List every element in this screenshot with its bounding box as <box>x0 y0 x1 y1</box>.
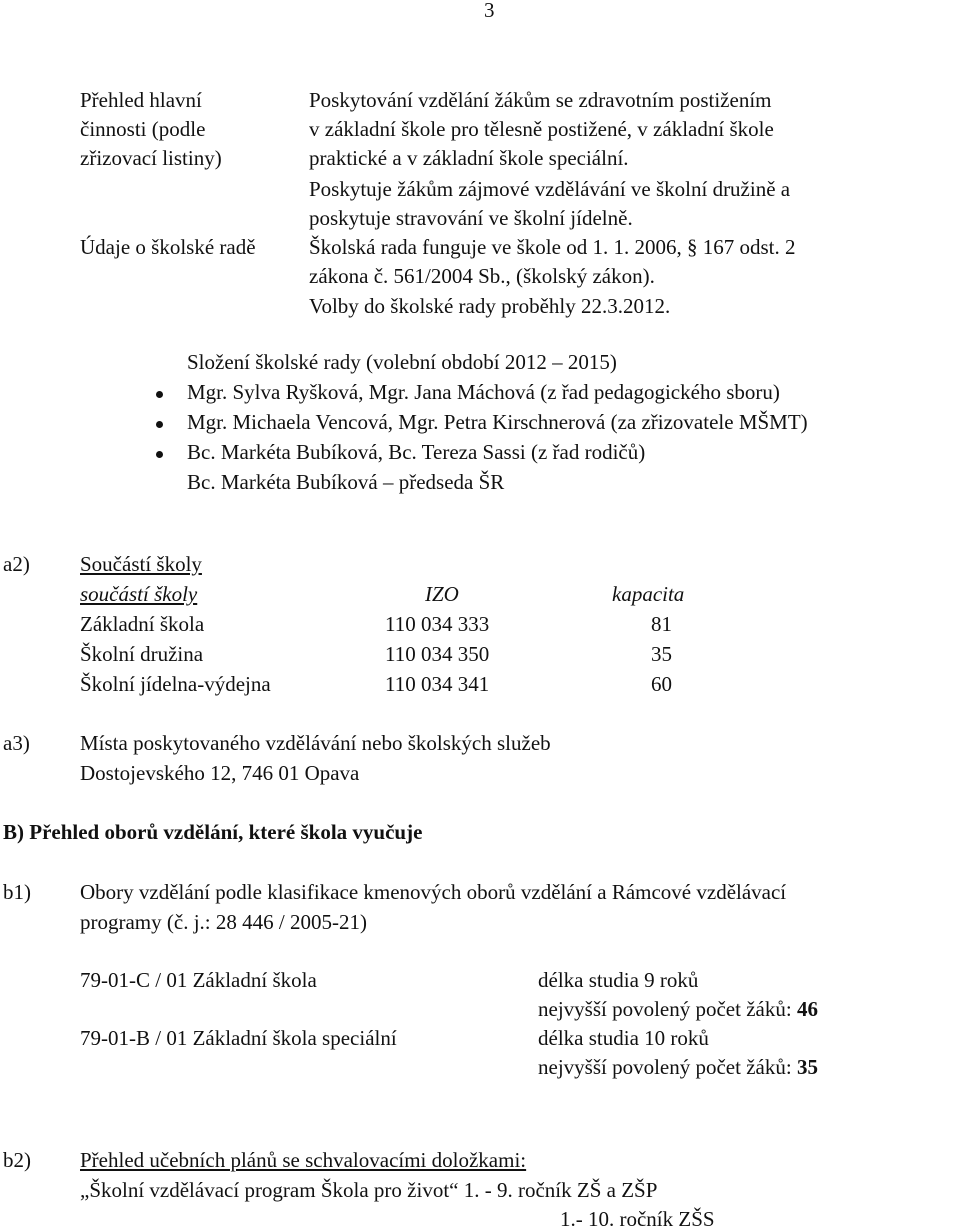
field-max-students <box>538 1057 818 1078</box>
council-label: Údaje o školské radě <box>80 235 256 259</box>
overview-label-line: Přehled hlavní <box>80 88 202 112</box>
field-duration: délka studia 10 roků <box>538 1026 709 1050</box>
section-marker: b1) <box>3 880 31 904</box>
field-max-students <box>538 999 818 1020</box>
table-cell-izo: 110 034 333 <box>385 612 490 636</box>
a3-address: Dostojevského 12, 746 01 Opava <box>80 761 360 785</box>
table-cell-capacity: 81 <box>651 612 672 636</box>
field-max-value: 35 <box>796 1055 818 1079</box>
council-composition-title: Složení školské rady (volební období 2012 – 2015) <box>187 350 617 374</box>
field-duration: délka studia 9 roků <box>538 968 699 992</box>
page-number: 3 <box>484 0 495 22</box>
table-cell-name: Školní družina <box>80 642 204 666</box>
overview-text-line: poskytuje stravování ve školní jídelně. <box>309 206 633 230</box>
b1-text-line: programy (č. j.: 28 446 / 2005-21) <box>80 910 367 934</box>
council-text-line: Školská rada funguje ve škole od 1. 1. 2006, § 167 odst. 2 <box>309 235 796 259</box>
table-cell-izo: 110 034 341 <box>385 672 490 696</box>
field-max-value: 46 <box>796 997 818 1021</box>
table-cell-izo: 110 034 350 <box>385 642 490 666</box>
section-marker: a2) <box>3 552 30 576</box>
overview-label-line: činnosti (podle <box>80 117 206 141</box>
section-b-heading: B) Přehled oborů vzdělání, které škola vyučuje <box>3 820 423 844</box>
council-member: Mgr. Sylva Ryšková, Mgr. Jana Máchová (z řad pedagogického sboru) <box>187 380 780 404</box>
section-marker: b2) <box>3 1148 31 1172</box>
bullet-icon <box>156 451 163 458</box>
council-member: Mgr. Michaela Vencová, Mgr. Petra Kirschnerová (za zřizovatele MŠMT) <box>187 410 808 434</box>
council-text-line: Volby do školské rady proběhly 22.3.2012. <box>309 294 671 318</box>
a3-title: Místa poskytovaného vzdělávání nebo školských služeb <box>80 731 551 755</box>
field-name: 79-01-C / 01 Základní škola <box>80 968 317 992</box>
overview-label-line: zřizovací listiny) <box>80 146 222 170</box>
bullet-icon <box>156 421 163 428</box>
b1-text-line: Obory vzdělání podle klasifikace kmenových oborů vzdělání a Rámcové vzdělávací <box>80 880 787 904</box>
table-cell-name: Základní škola <box>80 612 205 636</box>
field-name: 79-01-B / 01 Základní škola speciální <box>80 1026 397 1050</box>
b2-program-line: 1.- 10. ročník ZŠS <box>560 1207 715 1231</box>
field-max-label: nejvyšší povolený počet žáků: <box>538 1055 797 1079</box>
bullet-icon <box>156 391 163 398</box>
b2-program-line: „Školní vzdělávací program Škola pro život“ 1. - 9. ročník ZŠ a ZŠP <box>80 1178 658 1202</box>
field-max-label: nejvyšší povolený počet žáků: <box>538 997 797 1021</box>
b2-title: Přehled učebních plánů se schvalovacími doložkami: <box>80 1148 527 1172</box>
overview-text-line: praktické a v základní škole speciální. <box>309 146 629 170</box>
table-header-capacity: kapacita <box>612 582 685 606</box>
table-header-name: součástí školy <box>80 582 198 606</box>
overview-text-line: Poskytuje žákům zájmové vzdělávání ve školní družině a <box>309 177 791 201</box>
table-header-izo: IZO <box>425 582 459 606</box>
table-cell-capacity: 35 <box>651 642 672 666</box>
council-text-line: zákona č. 561/2004 Sb., (školský zákon). <box>309 264 655 288</box>
overview-text-line: Poskytování vzdělání žákům se zdravotním postižením <box>309 88 772 112</box>
overview-text-line: v základní škole pro tělesně postižené, v základní škole <box>309 117 774 141</box>
section-marker: a3) <box>3 731 30 755</box>
a2-title: Součástí školy <box>80 552 202 576</box>
council-member: Bc. Markéta Bubíková, Bc. Tereza Sassi (z řad rodičů) <box>187 440 646 464</box>
table-cell-capacity: 60 <box>651 672 672 696</box>
table-cell-name: Školní jídelna-výdejna <box>80 672 271 696</box>
council-chair: Bc. Markéta Bubíková – předseda ŠR <box>187 470 505 494</box>
